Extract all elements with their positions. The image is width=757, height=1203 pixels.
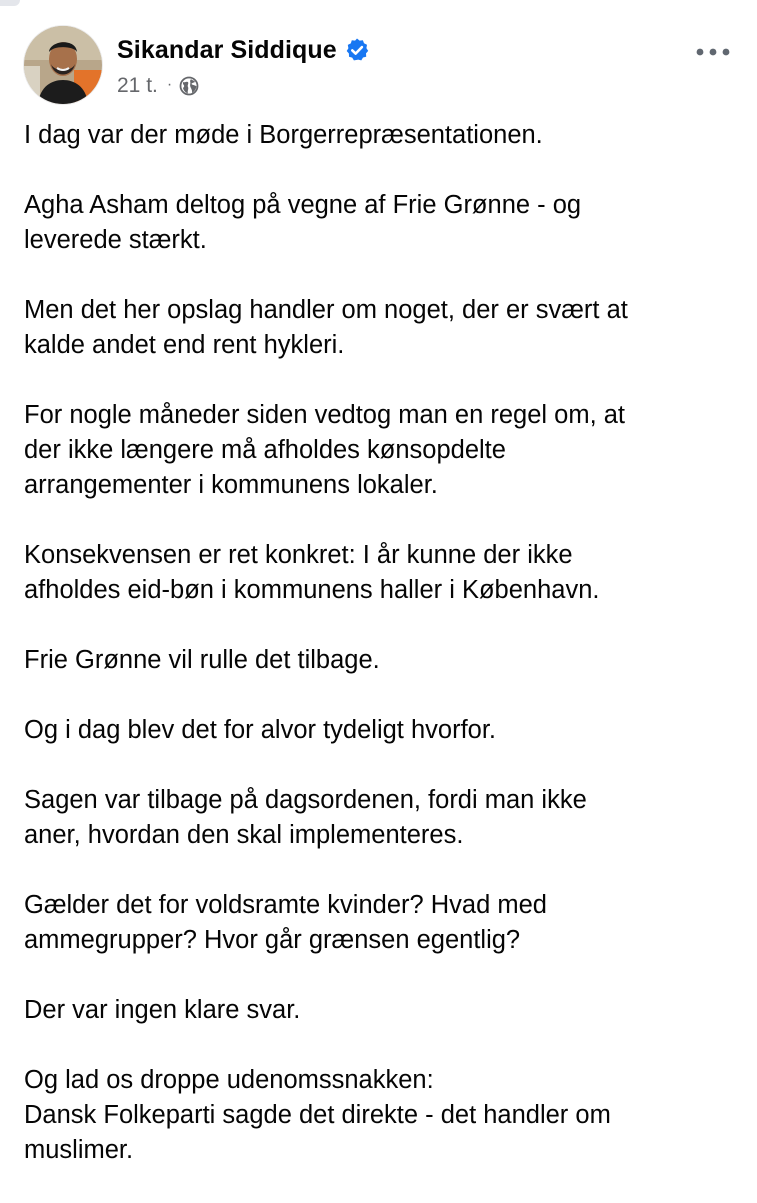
post-text-line: muslimer. — [24, 1136, 134, 1164]
post-text-line: Agha Asham deltog på vegne af Frie Grønne - og — [24, 191, 582, 219]
post-paragraph — [24, 398, 740, 503]
post-paragraph — [24, 643, 740, 678]
globe-icon[interactable] — [179, 76, 199, 96]
meta-separator: · — [166, 76, 173, 93]
post-text-line: Frie Grønne vil rulle det tilbage. — [24, 646, 380, 674]
post-timestamp[interactable]: 21 t. — [117, 74, 158, 97]
post-paragraph — [24, 1063, 740, 1168]
post-text-line: Dansk Folkeparti sagde det direkte - det handler om — [24, 1101, 611, 1129]
post-paragraph — [24, 188, 740, 258]
post-paragraph — [24, 888, 740, 958]
post-text-line: der ikke længere må afholdes kønsopdelte — [24, 436, 506, 464]
post-paragraph — [24, 293, 740, 363]
post-text-line: afholdes eid-bøn i kommunens haller i København. — [24, 576, 600, 604]
post-text-line: For nogle måneder siden vedtog man en regel om, at — [24, 401, 626, 429]
post-text-line: Der var ingen klare svar. — [24, 996, 301, 1024]
post-text-line: I dag var der møde i Borgerrepræsentationen. — [24, 121, 543, 149]
more-options-button[interactable] — [691, 34, 735, 70]
post-body — [24, 118, 740, 1203]
post-text-line: ammegrupper? Hvor går grænsen egentlig? — [24, 926, 521, 954]
post-text-line: kalde andet end rent hykleri. — [24, 331, 345, 359]
post-text-line: Men det her opslag handler om noget, der er svært at — [24, 296, 628, 324]
more-options-icon — [696, 48, 730, 56]
post-text-line: Og lad os droppe udenomssnakken: — [24, 1066, 434, 1094]
post-text-line: Og i dag blev det for alvor tydeligt hvorfor. — [24, 716, 496, 744]
post-meta — [117, 72, 199, 100]
verified-badge-icon — [344, 37, 370, 63]
post-paragraph — [24, 713, 740, 748]
post-text-line: Konsekvensen er ret konkret: I år kunne der ikke — [24, 541, 573, 569]
post-text-line: aner, hvordan den skal implementeres. — [24, 821, 464, 849]
avatar-image — [24, 26, 102, 104]
author-name[interactable]: Sikandar Siddique — [117, 35, 337, 64]
post-text-line: Sagen var tilbage på dagsordenen, fordi man ikke — [24, 786, 587, 814]
post-paragraph — [24, 783, 740, 853]
post-paragraph — [24, 538, 740, 608]
post-text-line: arrangementer i kommunens lokaler. — [24, 471, 438, 499]
post-text-line: Gælder det for voldsramte kvinder? Hvad med — [24, 891, 547, 919]
author-avatar[interactable] — [24, 26, 102, 104]
post-paragraph — [24, 993, 740, 1028]
post-paragraph — [24, 118, 740, 153]
author-line — [117, 34, 370, 66]
post-header — [24, 26, 734, 106]
post-text-line: leverede stærkt. — [24, 226, 207, 254]
